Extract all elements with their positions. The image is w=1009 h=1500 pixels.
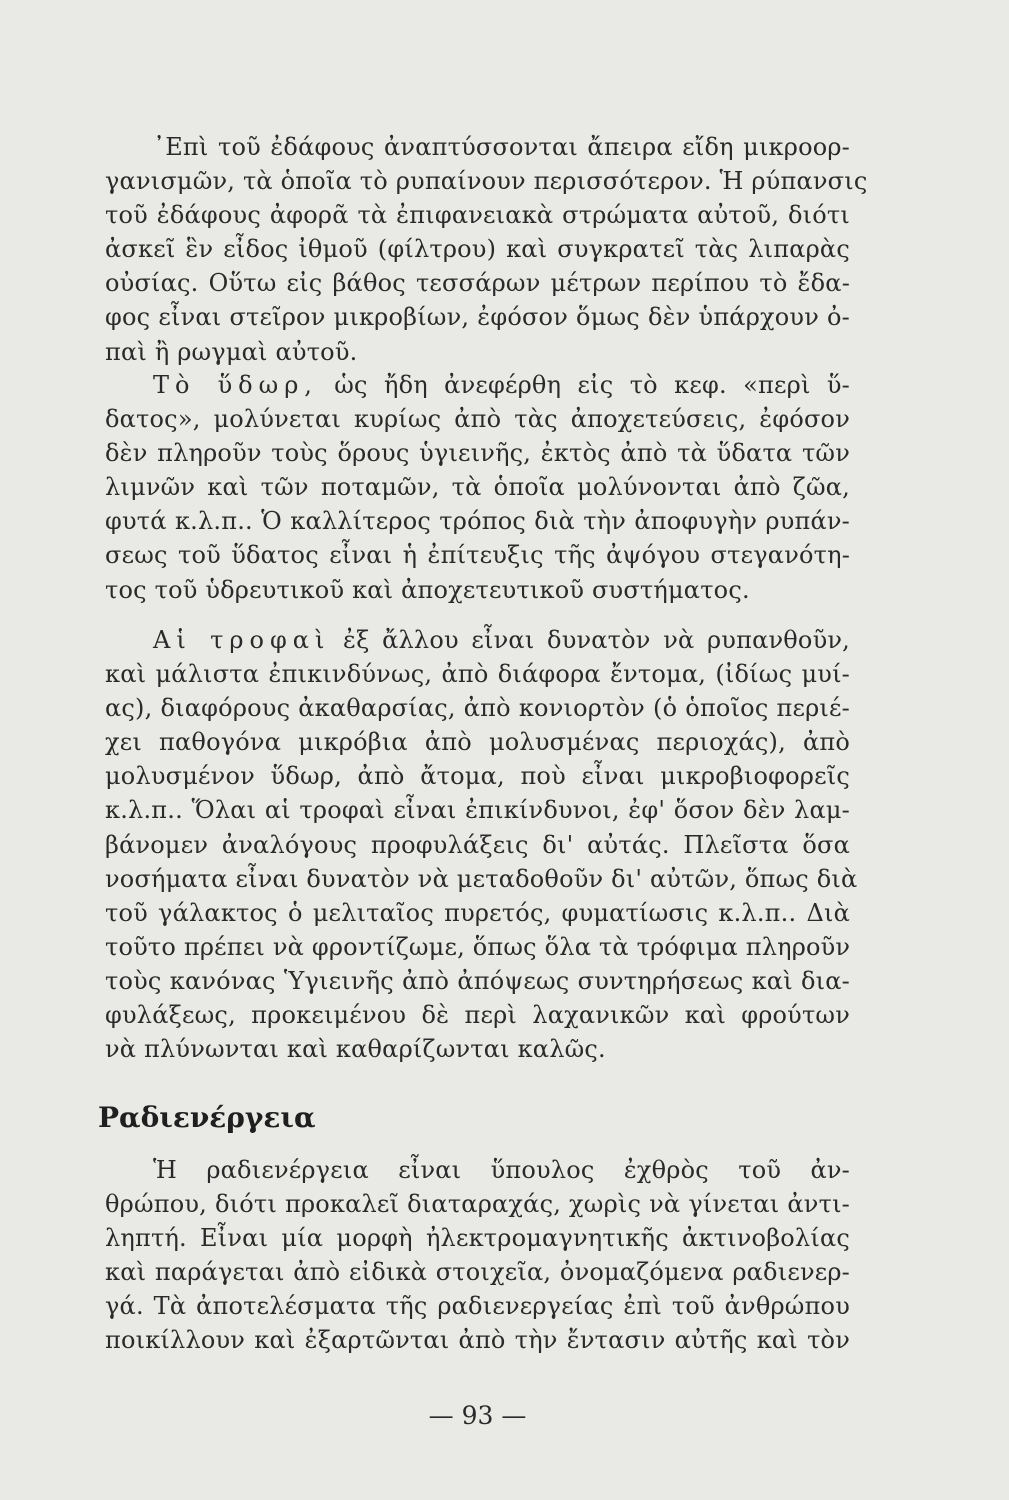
paragraph-food	[105, 623, 858, 1066]
text-line: φυλάξεως, προκειμένου δὲ περὶ λαχανικῶν καὶ φρούτων	[105, 1001, 850, 1030]
text-line: καὶ παράγεται ἀπὸ εἰδικὰ στοιχεῖα, ὀνομαζόμενα ραδιενερ-	[105, 1258, 850, 1287]
book-page	[98, 0, 868, 1500]
text-line: τοῦ γάλακτος ὁ μελιταῖος πυρετός, φυματίωσις κ.λ.π.. Διὰ	[105, 898, 850, 927]
text-line: φυτά κ.λ.π.. Ὁ καλλίτερος τρόπος διὰ τὴν ἀποφυγὴν ρυπάν-	[105, 507, 850, 536]
section-heading: Ραδιενέργεια	[98, 1101, 316, 1134]
text-line: Ἡ ραδιενέργεια εἶναι ὕπουλος ἐχθρὸς τοῦ ἀν-	[153, 1156, 850, 1184]
paragraph-soil	[105, 130, 868, 369]
paragraph-lead: Τὸ ὕδωρ,	[153, 371, 318, 399]
text-line: οὐσίας. Οὕτω εἰς βάθος τεσσάρων μέτρων περίπου τὸ ἔδα-	[105, 269, 850, 298]
text-line: ληπτή. Εἶναι μία μορφὴ ἠλεκτρομαγνητικῆς ἀκτινοβολίας	[105, 1224, 850, 1253]
text-line: τοῦτο πρέπει νὰ φροντίζωμε, ὅπως ὅλα τὰ τρόφιμα πληροῦν	[105, 932, 851, 961]
paragraph-water	[105, 368, 850, 607]
text-line	[105, 368, 850, 402]
text-line: τος τοῦ ὑδρευτικοῦ καὶ ἀποχετευτικοῦ συστήματος.	[105, 575, 750, 604]
text-line: σεως τοῦ ὕδατος εἶναι ἡ ἐπίτευξις τῆς ἀψόγου στεγανότη-	[105, 541, 850, 570]
text-line: γά. Τὰ ἀποτελέσματα τῆς ραδιενεργείας ἐπὶ τοῦ ἀνθρώπου	[105, 1292, 850, 1321]
text-line: καὶ μάλιστα ἐπικινδύνως, ἀπὸ διάφορα ἔντομα, (ἰδίως μυί-	[105, 660, 850, 689]
text-line: παὶ ἢ ρωγμαὶ αὐτοῦ.	[105, 337, 358, 366]
page-number: — 93 —	[428, 1401, 527, 1430]
text-line: βάνομεν ἀναλόγους προφυλάξεις δι' αὐτάς. Πλεῖστα ὅσα	[105, 830, 850, 859]
text-line: ᾿Επὶ τοῦ ἐδάφους ἀναπτύσσονται ἄπειρα εἴδη μικροορ-	[153, 133, 850, 161]
text-line: γανισμῶν, τὰ ὁποῖα τὸ ρυπαίνουν περισσότερον. Ἡ ρύπανσις	[105, 167, 868, 196]
text-line: κ.λ.π.. Ὅλαι αἱ τροφαὶ εἶναι ἐπικίνδυνοι, ἐφ' ὅσον δὲν λαμ-	[105, 796, 850, 825]
text-line-rest: ὡς ἤδη ἀνεφέρθη εἰς τὸ κεφ. «περὶ ὕ-	[334, 371, 850, 399]
text-line: λιμνῶν καὶ τῶν ποταμῶν, τὰ ὁποῖα μολύνονται ἀπὸ ζῶα,	[105, 473, 850, 502]
text-line: ας), διαφόρους ἀκαθαρσίας, ἀπὸ κονιορτὸν (ὁ ὁποῖος περιέ-	[105, 694, 850, 723]
text-line: ποικίλλουν καὶ ἐξαρτῶνται ἀπὸ τὴν ἔντασιν αὐτῆς καὶ τὸν	[105, 1326, 850, 1355]
text-line: φος εἶναι στεῖρον μικροβίων, ἐφόσον ὅμως δὲν ὑπάρχουν ὀ-	[105, 303, 850, 332]
paragraph-radioactivity	[105, 1153, 850, 1358]
text-line: δατος», μολύνεται κυρίως ἀπὸ τὰς ἀποχετεύσεις, ἐφόσον	[105, 405, 850, 434]
text-line: νοσήματα εἶναι δυνατὸν νὰ μεταδοθοῦν δι' αὐτῶν, ὅπως διὰ	[105, 864, 858, 893]
text-line: θρώπου, διότι προκαλεῖ διαταραχάς, χωρὶς νὰ γίνεται ἀντι-	[105, 1190, 850, 1219]
text-line: δὲν πληροῦν τοὺς ὅρους ὑγιεινῆς, ἐκτὸς ἀπὸ τὰ ὕδατα τῶν	[105, 439, 850, 468]
text-line	[105, 623, 850, 657]
text-line: μολυσμένον ὕδωρ, ἀπὸ ἄτομα, ποὺ εἶναι μικροβιοφορεῖς	[105, 762, 850, 791]
text-line: ἀσκεῖ ἓν εἶδος ἰθμοῦ (φίλτρου) καὶ συγκρατεῖ τὰς λιπαρὰς	[105, 235, 850, 264]
text-line: χει παθογόνα μικρόβια ἀπὸ μολυσμένας περιοχάς), ἀπὸ	[105, 728, 850, 757]
text-line: νὰ πλύνωνται καὶ καθαρίζωνται καλῶς.	[105, 1035, 606, 1064]
paragraph-lead: Αἱ τροφαὶ	[153, 626, 331, 654]
text-line-rest: ἐξ ἄλλου εἶναι δυνατὸν νὰ ρυπανθοῦν,	[343, 626, 850, 654]
text-line: τοὺς κανόνας Ὑγιεινῆς ἀπὸ ἀπόψεως συντηρήσεως καὶ δια-	[105, 966, 850, 995]
text-line: τοῦ ἐδάφους ἀφορᾶ τὰ ἐπιφανειακὰ στρώματα αὐτοῦ, διότι	[105, 201, 850, 230]
